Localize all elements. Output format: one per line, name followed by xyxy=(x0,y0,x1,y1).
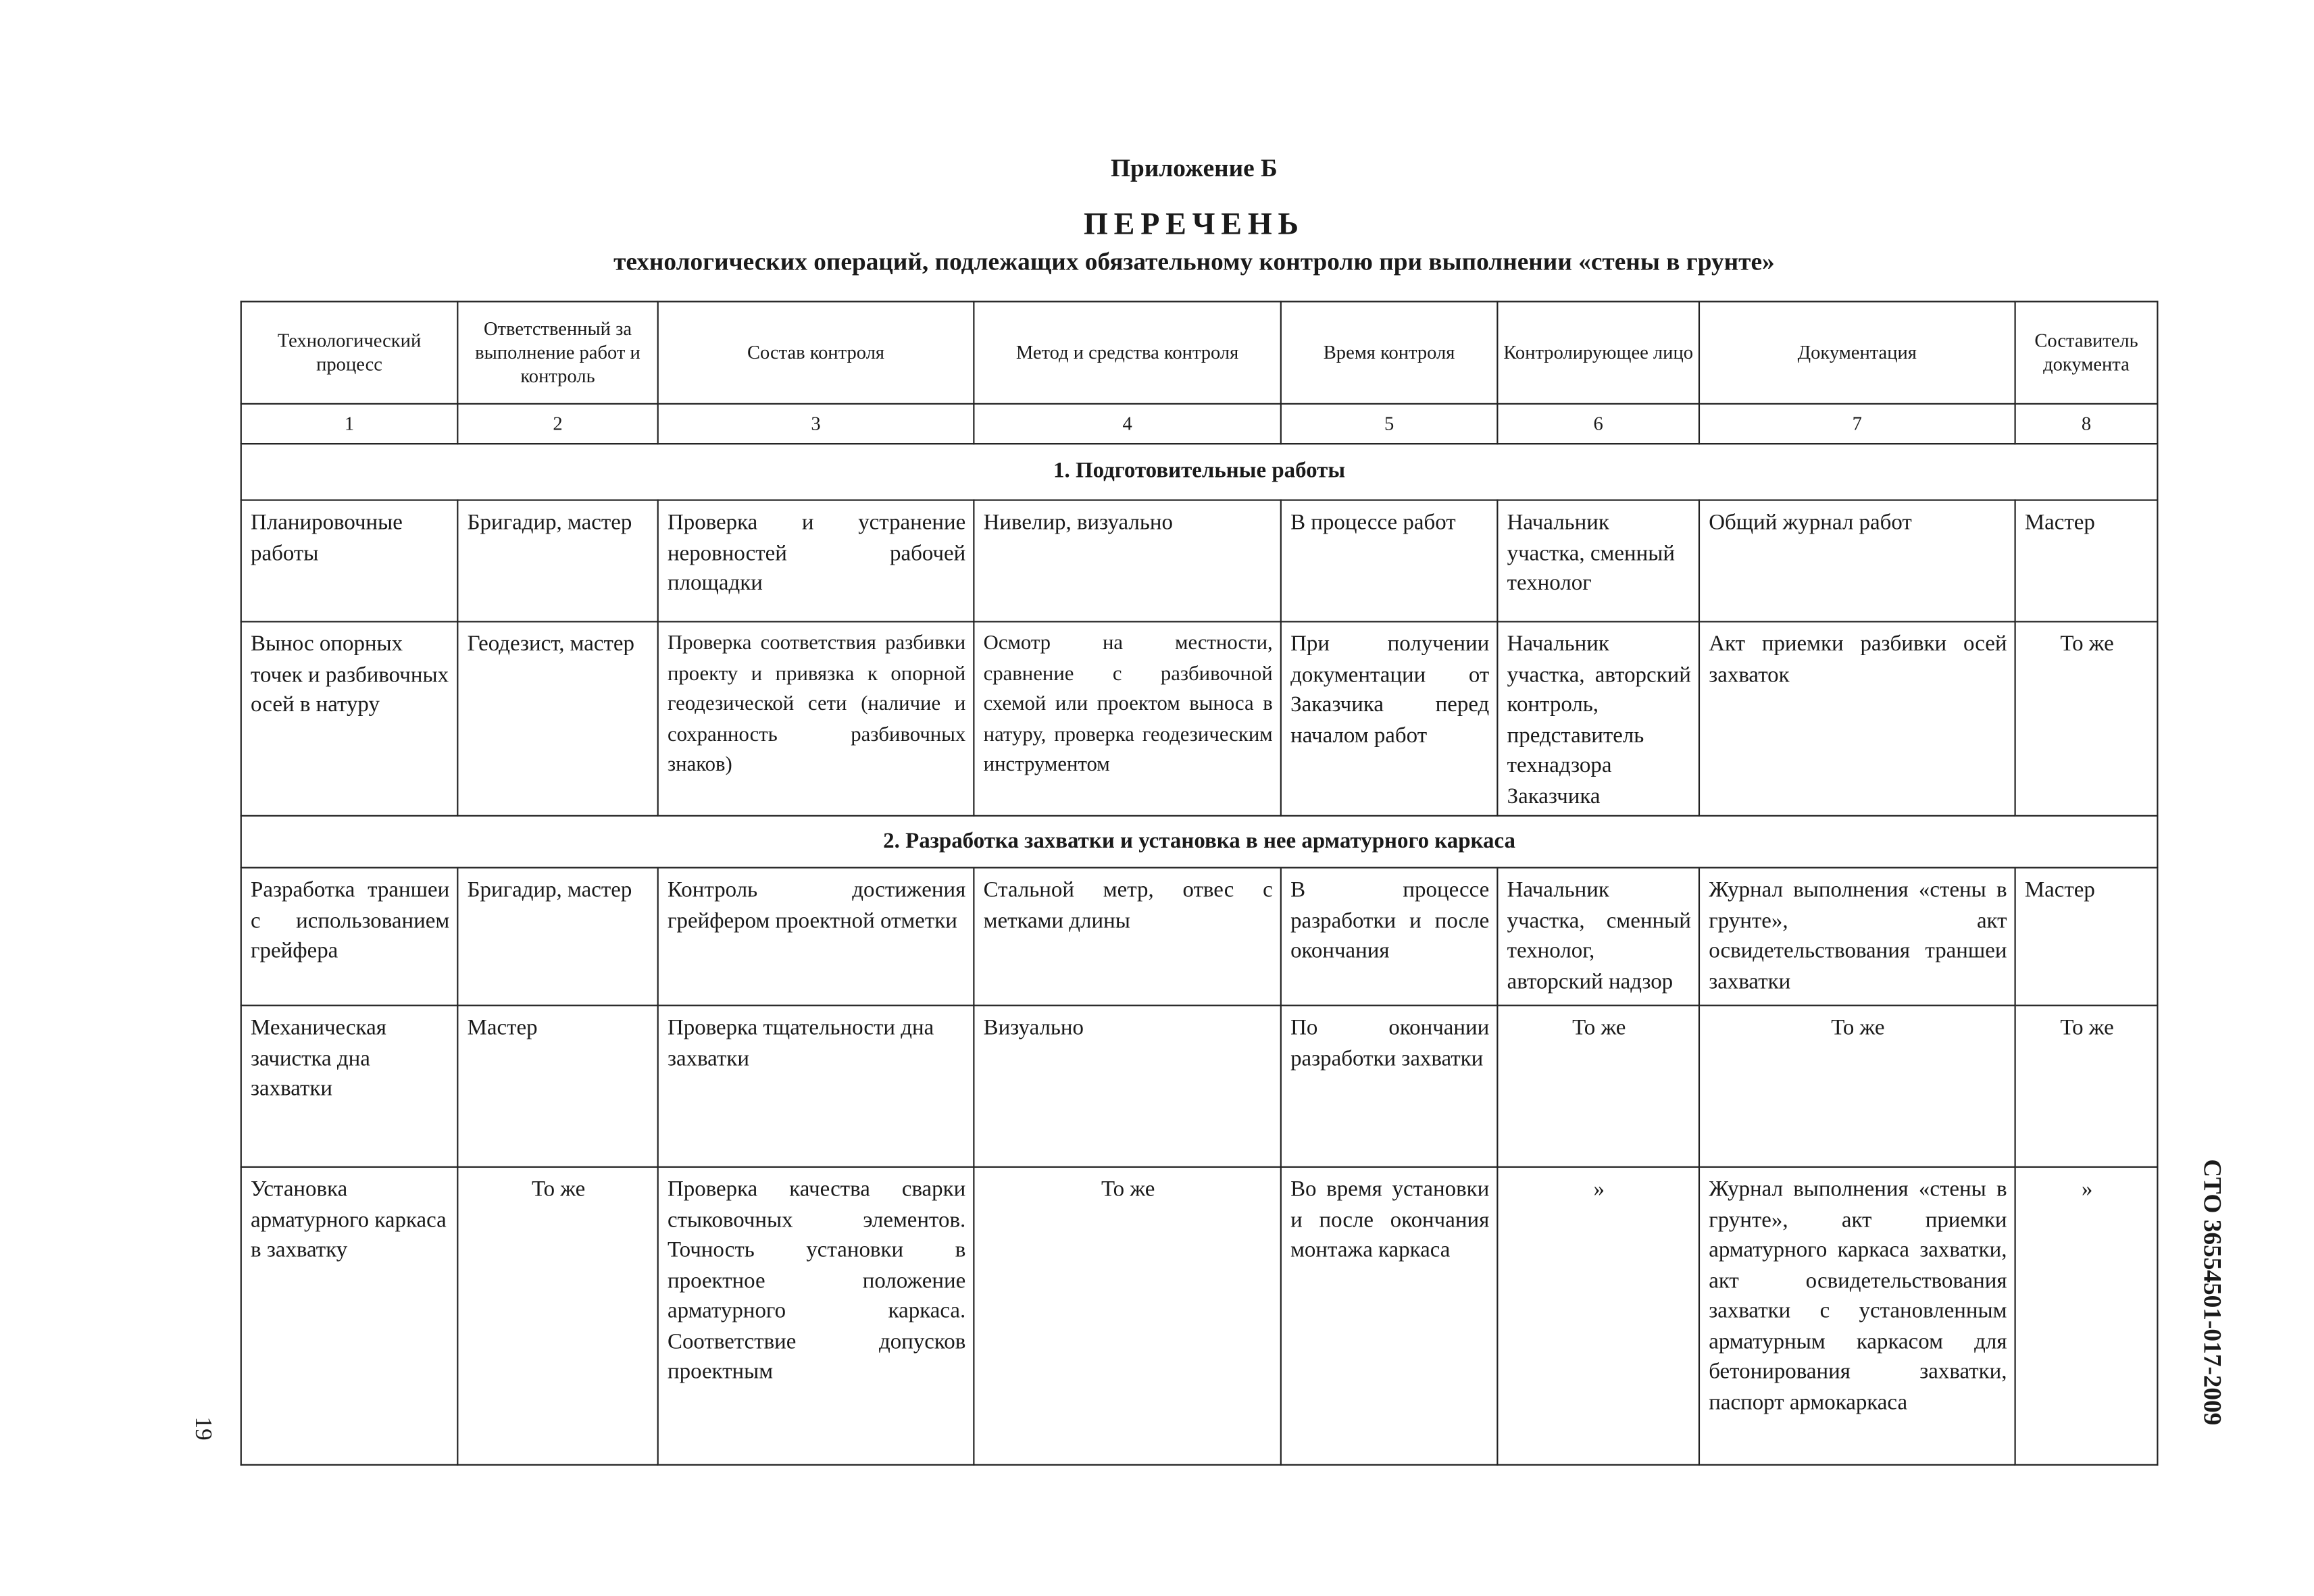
table-row xyxy=(241,500,2158,621)
cell-inspector: » xyxy=(1497,1167,1699,1465)
table-row xyxy=(241,1006,2158,1167)
column-number: 7 xyxy=(1699,404,2015,444)
cell-author: Мастер xyxy=(2015,868,2158,1006)
page-number: 19 xyxy=(190,1416,216,1441)
cell-documentation: Акт приемки разбивки осей захваток xyxy=(1699,621,2015,815)
column-header: Метод и средства контроля xyxy=(974,301,1280,403)
cell-inspector: Начальник участка, сменный технолог, авторский надзор xyxy=(1497,868,1699,1006)
cell-author: То же xyxy=(2015,1006,2158,1167)
column-number: 6 xyxy=(1497,404,1699,444)
cell-documentation: Журнал выполнения «стены в грунте», акт освидетельствования траншеи захватки xyxy=(1699,868,2015,1006)
column-header: Документация xyxy=(1699,301,2015,403)
standard-code: СТО 36554501-017-2009 xyxy=(2198,1159,2227,1426)
column-number: 8 xyxy=(2015,404,2158,444)
cell-inspector: Начальник участка, авторский контроль, представитель технадзора Заказчика xyxy=(1497,621,1699,815)
cell-method: То же xyxy=(974,1167,1280,1465)
document-subtitle: технологических операций, подлежащих обязательному контролю при выполнении «стены в грунте» xyxy=(613,247,1775,276)
cell-author: » xyxy=(2015,1167,2158,1465)
cell-control-scope: Проверка качества сварки стыковочных элементов. Точность установки в проектное положение арматурного каркаса. Соответствие допусков проектным xyxy=(658,1167,974,1465)
cell-documentation: Общий журнал работ xyxy=(1699,500,2015,621)
column-header: Контролирующее лицо xyxy=(1497,301,1699,403)
cell-time: В процессе работ xyxy=(1281,500,1498,621)
cell-method: Стальной метр, отвес с метками длины xyxy=(974,868,1280,1006)
cell-control-scope: Проверка соответствия разбивки проекту и привязка к опорной геодезической сети (наличие и сохранность разбивочных знаков) xyxy=(658,621,974,815)
cell-time: При получении документации от Заказчика перед началом работ xyxy=(1281,621,1498,815)
column-number-row xyxy=(241,404,2158,444)
cell-process: Разработка траншеи с использованием грейфера xyxy=(241,868,458,1006)
cell-method: Визуально xyxy=(974,1006,1280,1167)
cell-author: То же xyxy=(2015,621,2158,815)
cell-time: По окончании разработки захватки xyxy=(1281,1006,1498,1167)
cell-author: Мастер xyxy=(2015,500,2158,621)
table-row xyxy=(241,868,2158,1006)
cell-inspector: То же xyxy=(1497,1006,1699,1167)
cell-responsible: Геодезист, мастер xyxy=(457,621,657,815)
cell-process: Механическая зачистка дна захватки xyxy=(241,1006,458,1167)
table-row xyxy=(241,1167,2158,1465)
column-header: Состав контроля xyxy=(658,301,974,403)
cell-method: Осмотр на местности, сравнение с разбивочной схемой или проектом выноса в натуру, проверка геодезическим инструментом xyxy=(974,621,1280,815)
cell-time: Во время установки и после окончания монтажа каркаса xyxy=(1281,1167,1498,1465)
cell-responsible: Бригадир, мастер xyxy=(457,868,657,1006)
column-number: 1 xyxy=(241,404,458,444)
column-header: Технологический процесс xyxy=(241,301,458,403)
cell-documentation: Журнал выполнения «стены в грунте», акт приемки арматурного каркаса захватки, акт освидетельствования захватки с установленным арматурным каркасом для бетонирования захватки, паспорт армокаркаса xyxy=(1699,1167,2015,1465)
cell-responsible: Мастер xyxy=(457,1006,657,1167)
cell-documentation: То же xyxy=(1699,1006,2015,1167)
column-header: Время контроля xyxy=(1281,301,1498,403)
cell-control-scope: Проверка и устранение неровностей рабочей площадки xyxy=(658,500,974,621)
column-number: 5 xyxy=(1281,404,1498,444)
column-number: 2 xyxy=(457,404,657,444)
cell-process: Планировочные работы xyxy=(241,500,458,621)
section-row xyxy=(241,444,2158,500)
cell-time: В процессе разработки и после окончания xyxy=(1281,868,1498,1006)
cell-control-scope: Проверка тщательности дна захватки xyxy=(658,1006,974,1167)
operations-table xyxy=(241,301,2159,1466)
cell-inspector: Начальник участка, сменный технолог xyxy=(1497,500,1699,621)
table-row xyxy=(241,621,2158,815)
cell-responsible: Бригадир, мастер xyxy=(457,500,657,621)
cell-process: Установка арматурного каркаса в захватку xyxy=(241,1167,458,1465)
cell-method: Нивелир, визуально xyxy=(974,500,1280,621)
cell-responsible: То же xyxy=(457,1167,657,1465)
section-title: 1. Подготовительные работы xyxy=(241,444,2158,500)
header-row xyxy=(241,301,2158,403)
column-number: 4 xyxy=(974,404,1280,444)
column-header: Составитель документа xyxy=(2015,301,2158,403)
cell-control-scope: Контроль достижения грейфером проектной отметки xyxy=(658,868,974,1006)
section-row xyxy=(241,816,2158,868)
document-title: ПЕРЕЧЕНЬ xyxy=(1084,205,1305,242)
cell-process: Вынос опорных точек и разбивочных осей в натуру xyxy=(241,621,458,815)
appendix-label: Приложение Б xyxy=(1111,154,1278,182)
section-title: 2. Разработка захватки и установка в нее арматурного каркаса xyxy=(241,816,2158,868)
column-number: 3 xyxy=(658,404,974,444)
column-header: Ответственный за выполнение работ и контроль xyxy=(457,301,657,403)
